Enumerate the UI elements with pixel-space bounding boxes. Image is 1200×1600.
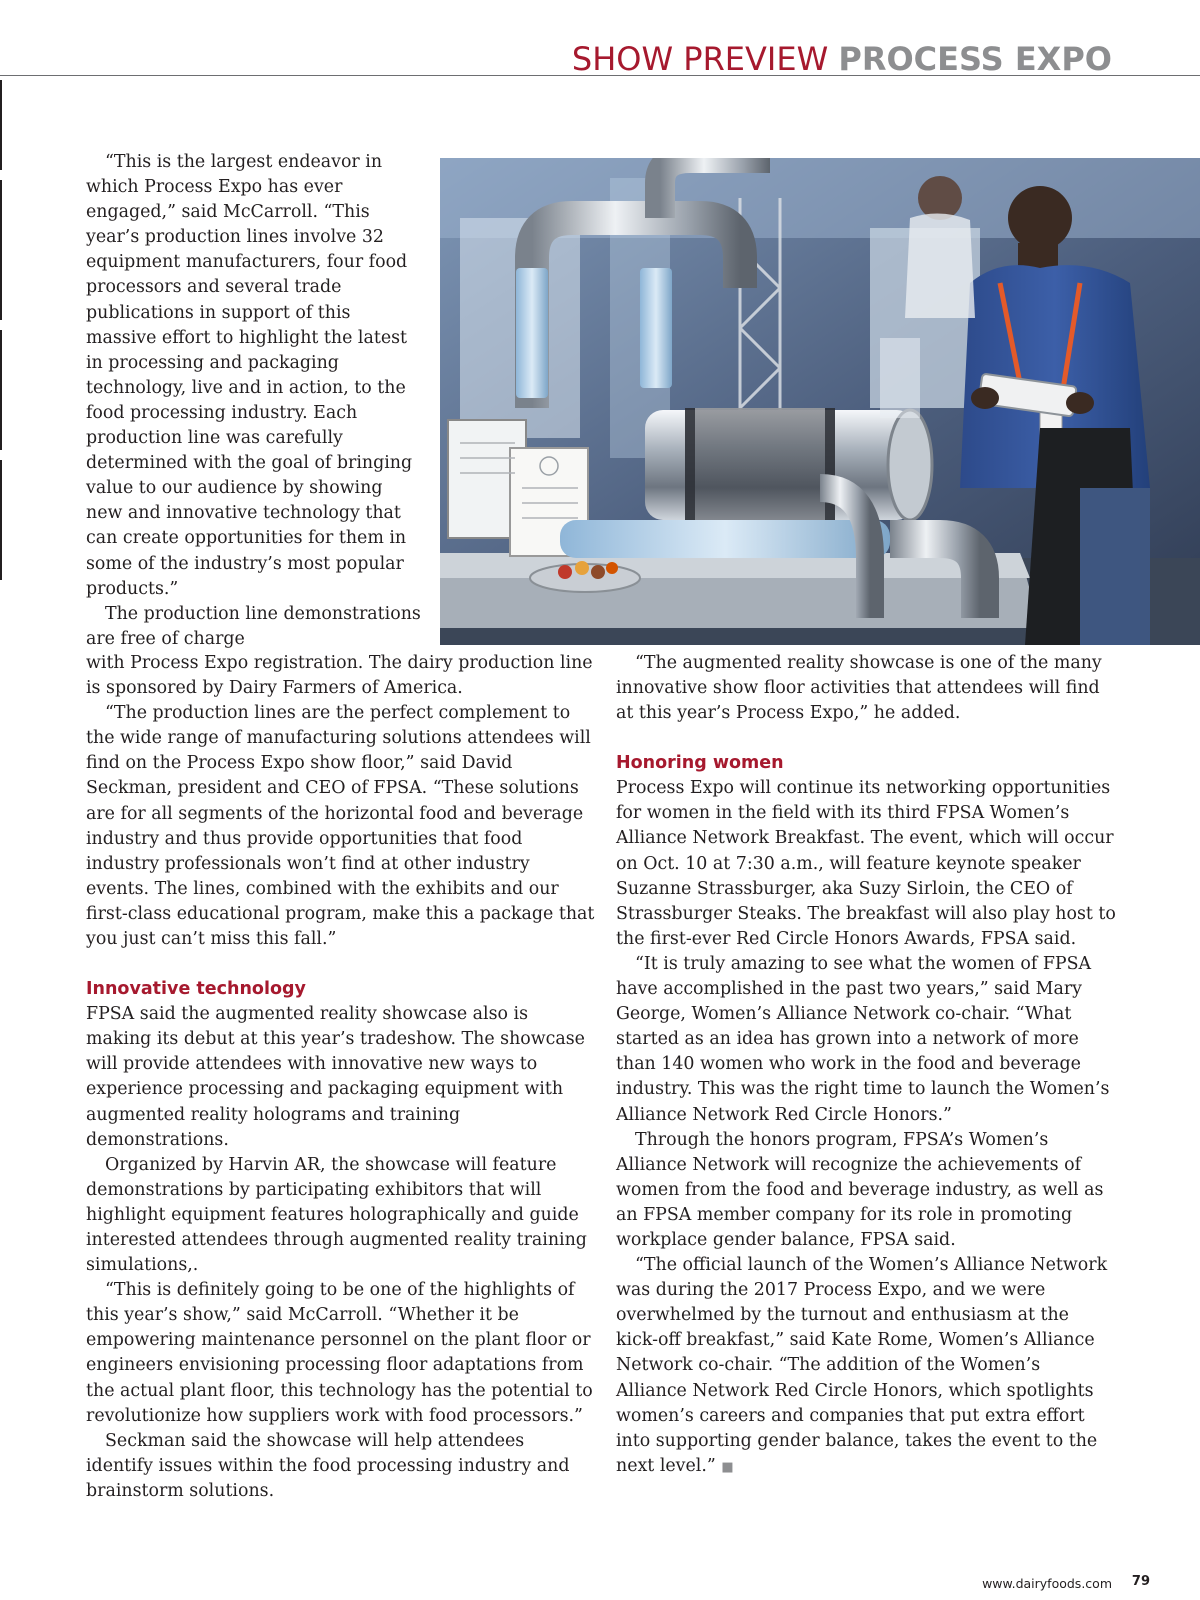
body-paragraph: “This is definitely going to be one of the highlights of this year’s show,” said McCarroll. “Whether it be empowering maintenance personnel on the plant floor or engineers envisioning processing floor adaptations from the actual plant floor, this technology has the potential to revolutionize how suppliers work with food processors.”	[86, 1280, 593, 1426]
body-paragraph: “The production lines are the perfect complement to the wide range of manufacturing solutions attendees will find on the Process Expo show floor,” said David Seckman, president and CEO of FPSA. “These solutions are for all segments of the horizontal food and beverage industry and thus provide opportunities that food industry professionals won’t find at other industry events. The lines, combined with the exhibits and our first-class educational program, make this a package that you just can’t miss this fall.”	[86, 703, 595, 950]
article-column-left-top	[86, 150, 424, 652]
body-paragraph: with Process Expo registration. The dairy production line is sponsored by Dairy Farmers of America.	[86, 653, 593, 699]
section-kicker: SHOW PREVIEW	[571, 40, 829, 78]
article-column-right	[616, 651, 1116, 1480]
body-paragraph: Process Expo will continue its networking opportunities for women in the field with its third FPSA Women’s Alliance Network Breakfast. The event, which will occur on Oct. 10 at 7:30 a.m., will feature keynote speaker Suzanne Strassburger, aka Suzy Sirloin, the CEO of Strassburger Steaks. The breakfast will also play host to the first-ever Red Circle Honors Awards, FPSA said.	[616, 778, 1116, 949]
page-edge-mark	[0, 180, 2, 320]
section-header	[571, 40, 1112, 78]
end-of-article-mark: ■	[721, 1459, 734, 1475]
body-paragraph-last	[616, 1253, 1116, 1480]
trade-show-photo	[440, 158, 1200, 645]
body-paragraph: “It is truly amazing to see what the women of FPSA have accomplished in the past two years,” said Mary George, Women’s Alliance Network co-chair. “What started as an idea has grown into a network of more than 140 women who work in the food and beverage industry. This was the right time to launch the Women’s Alliance Network Red Circle Honors.”	[616, 953, 1110, 1125]
page-edge-mark	[0, 80, 2, 170]
subheading-innovative-technology: Innovative technology	[86, 979, 306, 1000]
body-paragraph: “The augmented reality showcase is one of the many innovative show floor activities that attendees will find at this year’s Process Expo,” he added.	[616, 653, 1102, 724]
subheading-honoring-women: Honoring women	[616, 753, 784, 774]
body-paragraph-text: “The official launch of the Women’s Alliance Network was during the 2017 Process Expo, and we were overwhelmed by the turnout and enthusiasm at the kick-off breakfast,” said Kate Rome, Women’s Alliance Network co-chair. “The addition of the Women’s Alliance Network Red Circle Honors, which spotlights women’s careers and companies that put extra effort into supporting gender balance, takes the event to the next level.”	[616, 1255, 1108, 1476]
body-paragraph: Organized by Harvin AR, the showcase will feature demonstrations by participating exhibitors that will highlight equipment features holographically and guide interested attendees through augmented reality training simulations,.	[86, 1154, 587, 1276]
body-paragraph: Seckman said the showcase will help attendees identify issues within the food processing industry and brainstorm solutions.	[86, 1430, 570, 1501]
footer-url: www.dairyfoods.com	[982, 1576, 1112, 1591]
article-column-left	[86, 651, 596, 1504]
body-paragraph: The production line demonstrations are free of charge	[86, 603, 421, 649]
page-number: 79	[1131, 1574, 1150, 1589]
page-edge-mark	[0, 460, 2, 580]
body-paragraph: Through the honors program, FPSA’s Women’s Alliance Network will recognize the achievements of women from the food and beverage industry, as well as an FPSA member company for its role in promoting workplace gender balance, FPSA said.	[616, 1129, 1104, 1250]
body-paragraph: “This is the largest endeavor in which Process Expo has ever engaged,” said McCarroll. “This year’s production lines involve 32 equipment manufacturers, four food processors and several trade publications in support of this massive effort to highlight the latest in processing and packaging technology, live and in action, to the food processing industry. Each production line was carefully determined with the goal of bringing value to our audience by showing new and innovative technology that can create opportunities for them in some of the industry’s most popular products.”	[86, 152, 413, 599]
page-edge-mark	[0, 330, 2, 450]
photo-illustration	[440, 158, 1200, 645]
body-paragraph: FPSA said the augmented reality showcase also is making its debut at this year’s tradeshow. The showcase will provide attendees with innovative new ways to experience processing and packaging equipment with augmented reality holograms and training demonstrations.	[86, 1004, 585, 1150]
section-title: PROCESS EXPO	[838, 40, 1112, 78]
